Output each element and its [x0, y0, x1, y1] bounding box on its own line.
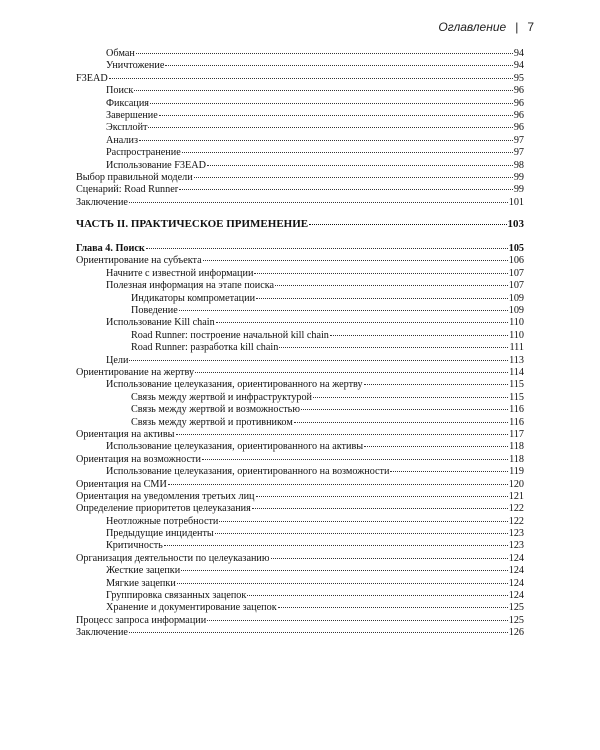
toc-entry: [76, 255, 524, 267]
toc-entry: [76, 540, 524, 552]
dot-leader: [129, 202, 508, 203]
toc-entry: [76, 293, 524, 305]
toc-entry-page: 125: [508, 602, 524, 614]
toc-entry-page: 107: [508, 267, 524, 279]
toc-entry-title: Фиксация: [106, 97, 149, 109]
toc-entry: [76, 280, 524, 292]
dot-leader: [109, 78, 513, 79]
dot-leader: [207, 620, 508, 621]
toc-entry: [76, 367, 524, 379]
toc-entry-page: 99: [513, 184, 524, 196]
running-header: [438, 20, 534, 34]
toc-entry-title: ЧАСТЬ II. ПРАКТИЧЕСКОЕ ПРИМЕНЕНИЕ: [76, 218, 309, 231]
toc-entry-page: 96: [513, 97, 524, 109]
toc-entry-title: Ориентация на возможности: [76, 453, 201, 465]
dot-leader: [247, 595, 507, 596]
toc-entry-page: 123: [508, 540, 524, 552]
header-page-number: 7: [527, 20, 534, 34]
toc-entry: [76, 602, 524, 614]
toc-entry-page: 115: [509, 379, 524, 391]
dot-leader: [301, 409, 508, 410]
dot-leader: [194, 177, 513, 178]
toc-entry: [76, 615, 524, 627]
toc-entry: [76, 60, 524, 72]
toc-entry-page: 124: [508, 590, 524, 602]
dot-leader: [216, 322, 508, 323]
toc-entry-title: Ориентация на активы: [76, 428, 175, 440]
toc-entry-page: 114: [509, 366, 524, 378]
toc-entry-page: 122: [508, 515, 524, 527]
toc-entry-title: Группировка связанных зацепок: [106, 590, 247, 602]
toc-entry: [76, 627, 524, 639]
toc-entry: [76, 553, 524, 565]
toc-entry: [76, 479, 524, 491]
toc-entry-title: Индикаторы компрометации: [131, 292, 256, 304]
dot-leader: [150, 103, 513, 104]
toc-entry-title: Road Runner: построение начальной kill chain: [131, 329, 329, 341]
dot-leader: [330, 335, 508, 336]
toc-entry-page: 105: [508, 243, 524, 255]
toc-entry: [76, 503, 524, 515]
dot-leader: [364, 384, 509, 385]
toc-entry: [76, 330, 524, 342]
toc-entry-title: Использование целеуказания, ориентированного на жертву: [106, 379, 363, 391]
toc-entry-page: 96: [513, 85, 524, 97]
dot-leader: [278, 607, 508, 608]
toc-entry-title: Использование целеуказания, ориентированного на активы: [106, 441, 364, 453]
dot-leader: [134, 90, 512, 91]
toc-entry-title: Связь между жертвой и возможностью: [131, 404, 300, 416]
dot-leader: [168, 484, 508, 485]
toc-entry-title: Неотложные потребности: [106, 515, 219, 527]
toc-entry: [76, 466, 524, 478]
toc-entry-page: 106: [508, 255, 524, 267]
toc-entry: [76, 417, 524, 429]
toc-entry-page: 97: [513, 147, 524, 159]
toc-entry: [76, 441, 524, 453]
toc-entry-page: 118: [509, 441, 524, 453]
toc-entry-title: Мягкие зацепки: [106, 577, 176, 589]
toc-entry-title: Хранение и документирование зацепок: [106, 602, 277, 614]
toc-entry-page: 95: [513, 72, 524, 84]
toc-entry: [76, 565, 524, 577]
toc-entry-page: 97: [513, 134, 524, 146]
toc-entry-page: 113: [509, 354, 524, 366]
toc-entry: [76, 491, 524, 503]
toc-entry: [76, 122, 524, 134]
dot-leader: [195, 372, 508, 373]
toc-entry-title: Использование F3EAD: [106, 159, 206, 171]
toc-entry: [76, 454, 524, 466]
toc-entry-title: Связь между жертвой и инфраструктурой: [131, 391, 313, 403]
toc-entry-title: Уничтожение: [106, 60, 165, 72]
toc-entry-title: Глава 4. Поиск: [76, 243, 145, 255]
section-gap: [76, 209, 524, 218]
toc-entry-page: 111: [509, 342, 524, 354]
dot-leader: [179, 310, 508, 311]
toc-entry-title: Начните с известной информации: [106, 267, 254, 279]
toc-entry: [76, 342, 524, 354]
toc-entry: [76, 268, 524, 280]
toc-entry-page: 99: [513, 171, 524, 183]
dot-leader: [271, 558, 508, 559]
dot-leader: [313, 397, 508, 398]
toc-entry-page: 103: [507, 218, 524, 231]
toc-entry: [76, 392, 524, 404]
toc-entry-page: 101: [508, 196, 524, 208]
toc-entry-title: Распространение: [106, 147, 181, 159]
dot-leader: [219, 521, 507, 522]
toc-entry-page: 126: [508, 627, 524, 639]
dot-leader: [294, 422, 508, 423]
dot-leader: [165, 65, 512, 66]
dot-leader: [256, 496, 508, 497]
toc-entry-title: Road Runner: разработка kill chain: [131, 342, 279, 354]
dot-leader: [136, 53, 513, 54]
toc-entry-page: 116: [509, 416, 524, 428]
dot-leader: [390, 471, 508, 472]
toc-entry-page: 117: [509, 428, 524, 440]
dot-leader: [159, 115, 513, 116]
toc-entry-title: Использование целеуказания, ориентированного на возможности: [106, 466, 390, 478]
toc-entry-title: Обман: [106, 48, 135, 59]
dot-leader: [181, 570, 508, 571]
dot-leader: [139, 140, 513, 141]
toc-entry-title: Заключение: [76, 196, 128, 208]
dot-leader: [146, 248, 508, 249]
toc-entry-page: 98: [513, 159, 524, 171]
toc-entry: [76, 48, 524, 60]
section-gap: [76, 234, 524, 243]
toc-entry-title: Эксплойт: [106, 122, 148, 134]
toc-entry-page: 109: [508, 292, 524, 304]
toc-entry-page: 107: [508, 280, 524, 292]
toc-entry-page: 124: [508, 565, 524, 577]
toc-entry: [76, 98, 524, 110]
dot-leader: [182, 152, 513, 153]
toc-part-entry: [76, 218, 524, 234]
header-separator: |: [515, 20, 519, 34]
toc-chapter-entry: [76, 243, 524, 255]
toc-entry-title: Жесткие зацепки: [106, 565, 181, 577]
dot-leader: [129, 632, 508, 633]
toc-entry-page: 119: [509, 466, 524, 478]
toc-entry-page: 121: [508, 490, 524, 502]
toc-entry: [76, 85, 524, 97]
toc-entry: [76, 184, 524, 196]
toc-entry: [76, 317, 524, 329]
toc-entry-page: 96: [513, 109, 524, 121]
toc-entry-title: Критичность: [106, 540, 163, 552]
toc-entry: [76, 160, 524, 172]
toc-entry-title: Организация деятельности по целеуказанию: [76, 552, 270, 564]
toc-entry-title: Цели: [106, 354, 129, 366]
toc-entry-page: 110: [509, 317, 524, 329]
toc-entry-title: Завершение: [106, 109, 158, 121]
dot-leader: [256, 298, 508, 299]
toc-entry-page: 109: [508, 305, 524, 317]
toc-entry: [76, 404, 524, 416]
dot-leader: [148, 127, 512, 128]
toc-entry-title: Ориентация на СМИ: [76, 478, 167, 490]
dot-leader: [207, 165, 513, 166]
toc-entry-title: Полезная информация на этапе поиска: [106, 280, 275, 292]
toc-entry-title: Связь между жертвой и противником: [131, 416, 293, 428]
toc-entry: [76, 429, 524, 441]
toc-entry-page: 124: [508, 577, 524, 589]
toc-entry-title: Ориентация на уведомления третьих лиц: [76, 490, 255, 502]
toc-entry-title: Использование Kill chain: [106, 317, 215, 329]
toc-entry-title: F3EAD: [76, 72, 108, 84]
toc-entry: [76, 197, 524, 209]
dot-leader: [254, 273, 507, 274]
header-title: Оглавление: [438, 20, 507, 34]
toc-entry-page: 125: [508, 614, 524, 626]
table-of-contents: [76, 48, 524, 640]
toc-entry-title: Определение приоритетов целеуказания: [76, 503, 251, 515]
toc-entry-page: 96: [513, 122, 524, 134]
toc-entry-title: Поиск: [106, 85, 134, 97]
toc-entry-title: Процесс запроса информации: [76, 614, 207, 626]
toc-entry-page: 115: [509, 391, 524, 403]
dot-leader: [176, 434, 509, 435]
dot-leader: [179, 189, 513, 190]
dot-leader: [203, 260, 508, 261]
toc-entry: [76, 528, 524, 540]
toc-entry-title: Анализ: [106, 134, 138, 146]
toc-entry-page: 116: [509, 404, 524, 416]
toc-entry: [76, 135, 524, 147]
toc-entry-title: Поведение: [131, 305, 178, 317]
toc-entry: [76, 379, 524, 391]
toc-entry: [76, 578, 524, 590]
toc-entry: [76, 147, 524, 159]
toc-entry-page: 94: [513, 48, 524, 59]
dot-leader: [275, 285, 508, 286]
dot-leader: [215, 533, 508, 534]
toc-entry: [76, 172, 524, 184]
toc-entry: [76, 516, 524, 528]
dot-leader: [364, 446, 508, 447]
toc-entry-title: Ориентирование на жертву: [76, 366, 195, 378]
dot-leader: [252, 508, 508, 509]
toc-entry: [76, 355, 524, 367]
toc-entry-page: 110: [509, 329, 524, 341]
toc-entry: [76, 110, 524, 122]
toc-entry-page: 120: [508, 478, 524, 490]
toc-entry-page: 94: [513, 60, 524, 72]
dot-leader: [279, 347, 508, 348]
dot-leader: [129, 360, 508, 361]
dot-leader: [309, 224, 506, 225]
dot-leader: [164, 545, 508, 546]
toc-entry-page: 123: [508, 528, 524, 540]
toc-entry-title: Ориентирование на субъекта: [76, 255, 202, 267]
toc-entry-title: Предыдущие инциденты: [106, 528, 214, 540]
toc-entry-title: Сценарий: Road Runner: [76, 184, 179, 196]
toc-entry-page: 124: [508, 552, 524, 564]
toc-entry-page: 122: [508, 503, 524, 515]
toc-entry-title: Заключение: [76, 627, 128, 639]
toc-entry: [76, 305, 524, 317]
toc-entry: [76, 73, 524, 85]
toc-entry-page: 118: [509, 453, 524, 465]
toc-entry-title: Выбор правильной модели: [76, 171, 193, 183]
dot-leader: [177, 583, 508, 584]
dot-leader: [202, 459, 508, 460]
toc-entry: [76, 590, 524, 602]
